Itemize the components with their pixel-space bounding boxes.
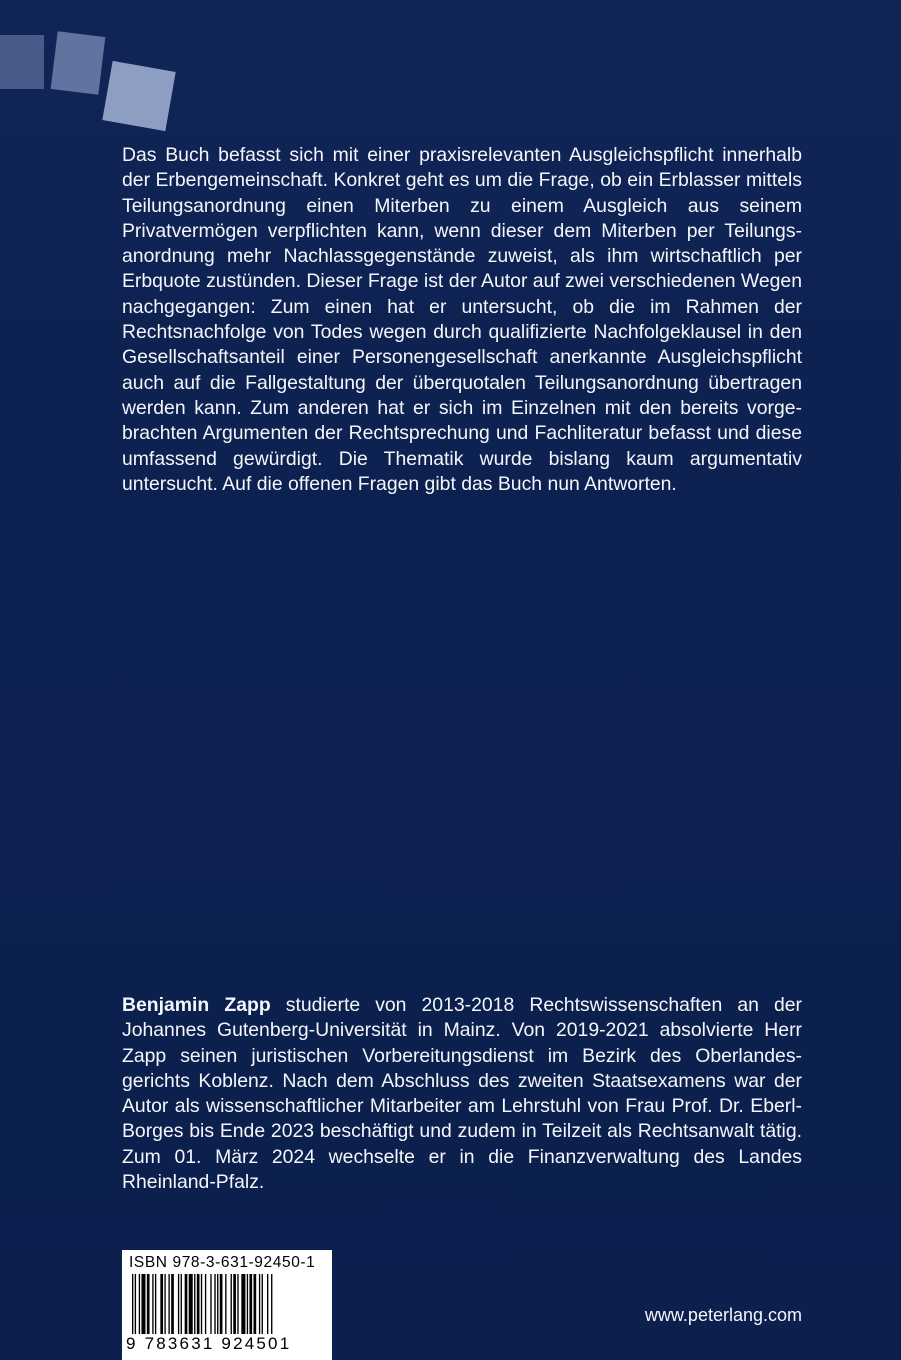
barcode-bar bbox=[139, 1274, 140, 1336]
isbn-label: ISBN 978-3-631-92450-1 bbox=[129, 1254, 316, 1271]
author-name: Benjamin Zapp bbox=[122, 994, 271, 1016]
barcode-bar bbox=[168, 1274, 169, 1336]
barcode-bar bbox=[178, 1274, 179, 1336]
barcode-bar bbox=[147, 1274, 150, 1336]
barcode-bar bbox=[152, 1274, 153, 1336]
barcode-bar bbox=[185, 1274, 188, 1336]
barcode-bar bbox=[233, 1274, 236, 1336]
barcode-bar bbox=[254, 1274, 257, 1336]
barcode-bar bbox=[210, 1274, 211, 1336]
barcode-bar bbox=[205, 1274, 206, 1336]
barcode-bar bbox=[197, 1274, 200, 1336]
barcode-bar bbox=[171, 1274, 174, 1336]
square-1 bbox=[0, 35, 44, 89]
barcode-bar bbox=[189, 1274, 193, 1336]
author-bio-text: studierte von 2013-2018 Rechtswissenschaften an der Johannes Gutenberg-Universität in Mainz. Von 2019-2021 absolvierte Herr Zapp seinen juristischen Vorbereitungsdienst im Bezirk des Oberlandesgerichts Koblenz. Nach dem Abschluss des zweiten Staatsexamens war der Autor als wissenschaftlicher Mitarbeiter am Lehrstuhl von Frau Prof. Dr. Eberl-Borges bis Ende 2023 beschäftigt und zudem in Teilzeit als Rechtsanwalt tätig. Zum 01. März 2024 wechselte er in die Finanzverwaltung des Landes Rheinland-Pfalz. bbox=[122, 994, 802, 1194]
square-3 bbox=[102, 61, 175, 131]
publisher-url[interactable]: www.peterlang.com bbox=[644, 1305, 802, 1325]
barcode-bar bbox=[247, 1274, 248, 1336]
square-2 bbox=[51, 31, 106, 94]
barcode-bar bbox=[201, 1274, 202, 1336]
barcode-bar bbox=[262, 1274, 263, 1336]
barcode-bar bbox=[155, 1274, 156, 1336]
book-blurb: Das Buch befasst sich mit einer praxisrelevanten Ausgleichspflicht innerhalb der Erbengemeinschaft. Konkret geht es um die Frage, ob ein Erblasser mittels Teilungsanordnung einen Miterben zu einem Ausgleich aus seinem Privatvermögen verpflichten kann, wenn dieser dem Miterben per Teilungsanordnung mehr Nachlassgegenstände zuweist, als ihm wirtschaftlich per Erbquote zustünden. Dieser Frage ist der Autor auf zwei verschiedenen Wegen nachgegangen: Zum einen hat er untersucht, ob die im Rahmen der Rechtsnachfolge von Todes wegen durch qualifizierte Nachfolgeklausel in den Gesellschaftsanteil einer Personengesellschaft anerkannte Ausgleichspflicht auch auf die Fallgestaltung der überquotalen Teilungsanordnung übertragen werden kann. Zum anderen hat er sich im Einzelnen mit den bereits vorgebrachten Argumenten der Rechtsprechung und Fachliteratur befasst und diese umfassend gewürdigt. Die Thematik wurde bislang kaum argumentativ untersucht. Auf die offenen Fragen gibt das Buch nun Antworten. bbox=[122, 144, 802, 495]
barcode-bar bbox=[237, 1274, 238, 1336]
barcode-bar bbox=[141, 1274, 145, 1336]
barcode-bar bbox=[249, 1274, 252, 1336]
barcode-bar bbox=[241, 1274, 245, 1336]
decorative-squares bbox=[0, 0, 200, 140]
barcode-bar bbox=[214, 1274, 215, 1336]
barcode-bar bbox=[181, 1274, 182, 1336]
author-bio bbox=[122, 993, 802, 1195]
barcode-bar bbox=[160, 1274, 163, 1336]
barcode-bar bbox=[217, 1274, 218, 1336]
barcode-bar bbox=[259, 1274, 260, 1336]
barcode-bar bbox=[231, 1274, 232, 1336]
barcode-bar bbox=[164, 1274, 165, 1336]
barcode-digits: 9 783631 924501 bbox=[126, 1334, 292, 1353]
barcode bbox=[122, 1250, 332, 1360]
barcode-bar bbox=[225, 1274, 226, 1336]
barcode-bar bbox=[220, 1274, 223, 1336]
barcode-bar bbox=[194, 1274, 195, 1336]
